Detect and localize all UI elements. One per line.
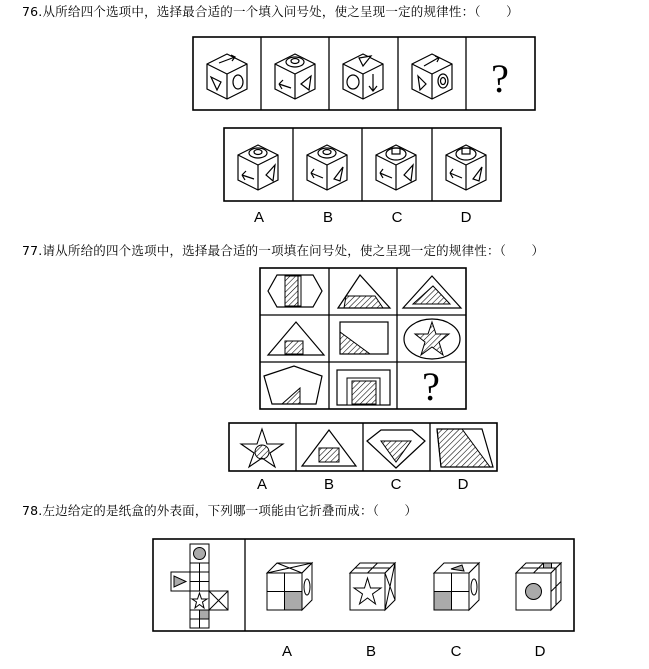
q78-option-b-cube[interactable] bbox=[350, 563, 395, 610]
question-76-text: 76.从所给四个选项中，选择最合适的一个填入问号处，使之呈现一定的规律性：（ ） bbox=[22, 4, 519, 19]
q77-cell-circle-star bbox=[404, 319, 460, 359]
q78-option-c-label[interactable]: C bbox=[450, 643, 462, 660]
q78-panel bbox=[153, 539, 574, 660]
question-77-text: 77.请从所给的四个选项中，选择最合适的一项填在问号处，使之呈现一定的规律性：（ ） bbox=[22, 243, 545, 258]
q77-grid bbox=[260, 268, 466, 409]
q76-options-row bbox=[224, 128, 501, 226]
q77-cell-hexagon bbox=[268, 275, 322, 307]
q78-option-d-cube[interactable] bbox=[516, 563, 561, 610]
q76-option-a-cube[interactable] bbox=[238, 145, 278, 190]
q76-option-a-label[interactable]: A bbox=[253, 209, 265, 226]
q77-option-b-label[interactable]: B bbox=[323, 476, 335, 493]
q76-cube-2 bbox=[275, 54, 315, 99]
q78-option-a-label[interactable]: A bbox=[281, 643, 293, 660]
q77-cell-rect-square bbox=[337, 370, 390, 405]
q76-option-c-label[interactable]: C bbox=[391, 209, 403, 226]
q78-option-d-label[interactable]: D bbox=[534, 643, 546, 660]
q77-option-a-label[interactable]: A bbox=[256, 476, 268, 493]
q76-cube-1 bbox=[207, 54, 247, 99]
q78-option-c-cube[interactable] bbox=[434, 563, 479, 610]
q76-question-mark: ? bbox=[491, 56, 509, 101]
q76-option-d-label[interactable]: D bbox=[460, 209, 472, 226]
q78-option-b-label[interactable]: B bbox=[365, 643, 377, 660]
q77-question-mark: ? bbox=[422, 364, 440, 409]
q76-option-c-cube[interactable] bbox=[376, 145, 416, 190]
q77-options-row bbox=[229, 423, 497, 493]
q77-option-d-label[interactable]: D bbox=[457, 476, 469, 493]
q78-option-a-cube[interactable] bbox=[267, 563, 312, 610]
q76-cube-3 bbox=[343, 54, 383, 99]
question-78-text: 78.左边给定的是纸盒的外表面，下列哪一项能由它折叠而成：（ ） bbox=[22, 503, 418, 518]
q77-option-c-label[interactable]: C bbox=[390, 476, 402, 493]
q76-option-b-label[interactable]: B bbox=[322, 209, 334, 226]
q76-cube-4 bbox=[412, 54, 452, 99]
q76-sequence-row bbox=[193, 37, 535, 110]
q76-option-b-cube[interactable] bbox=[307, 145, 347, 190]
q76-option-d-cube[interactable] bbox=[446, 145, 486, 190]
q77-cell-rectangle bbox=[340, 322, 388, 354]
